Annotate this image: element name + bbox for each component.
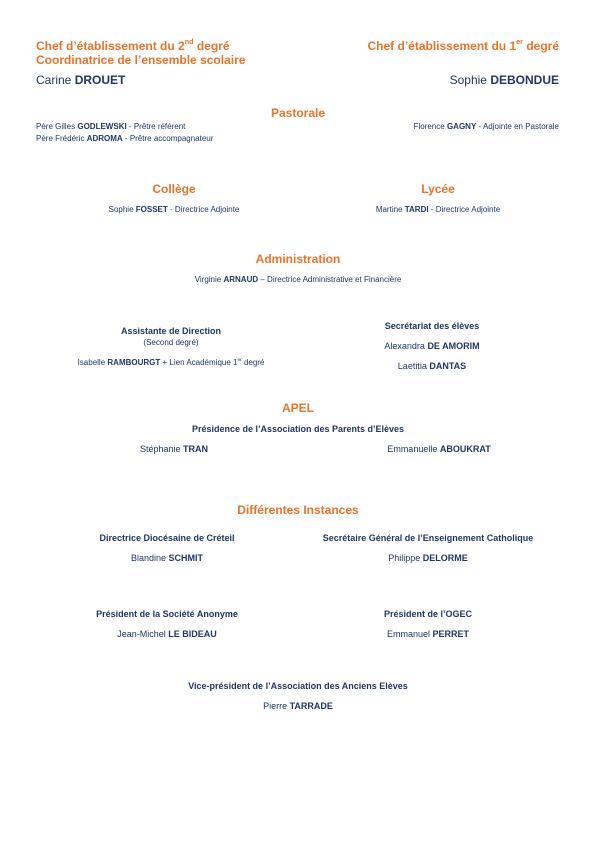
head-1er-degre-title	[367, 36, 559, 53]
first-name: Pierre	[263, 701, 288, 711]
first-name: Martine	[375, 205, 403, 214]
apel-person	[140, 444, 208, 454]
role: - Adjointe en Pastorale	[476, 122, 559, 131]
first-name: Virginie	[194, 275, 222, 284]
assistante-person	[78, 358, 265, 367]
last-name: GODLEWSKI	[77, 122, 127, 131]
assistante-subtitle: (Second degré)	[143, 338, 199, 347]
secretariat-person	[398, 361, 466, 371]
last-name: RAMBOURGT	[107, 358, 161, 367]
head-coordinatrice-title: Coordinatrice de l’ensemble scolaire	[36, 53, 246, 67]
role: degré	[241, 358, 265, 367]
instance-person	[131, 553, 203, 563]
last-name: DANTAS	[429, 361, 467, 371]
pastorale-person	[36, 122, 185, 131]
first-name: Père Gilles	[36, 122, 76, 131]
first-name: Laetitia	[397, 361, 427, 371]
title-text: degré	[193, 39, 230, 53]
instance-person	[117, 629, 217, 639]
instance-title: Secrétaire Général de l’Enseignement Catholique	[322, 533, 534, 543]
title-text: Chef d’établissement du 2	[36, 39, 185, 53]
assistante-title: Assistante de Direction	[120, 326, 222, 336]
first-name: Emmanuel	[386, 629, 430, 639]
last-name: FOSSET	[135, 205, 168, 214]
section-title-instances: Différentes Instances	[237, 503, 359, 517]
last-name: ABOUKRAT	[439, 444, 491, 454]
pastorale-person-right	[414, 122, 559, 131]
administration-person	[195, 275, 402, 284]
college-person	[109, 205, 240, 214]
last-name: DEBONDUE	[490, 73, 559, 87]
apel-subtitle: Présidence de l’Association des Parents d’Elèves	[191, 424, 405, 434]
pastorale-person	[36, 134, 213, 143]
secretariat-person	[384, 341, 479, 351]
secretariat-title: Secrétariat des élèves	[384, 321, 480, 331]
title-sup: er	[516, 36, 523, 46]
first-name: Stéphanie	[139, 444, 181, 454]
instance-person	[263, 701, 333, 711]
section-title-pastorale: Pastorale	[270, 106, 326, 120]
instance-title: Vice-président de l’Association des Anciens Elèves	[188, 681, 408, 691]
first-name: Florence	[413, 122, 445, 131]
first-name: Blandine	[130, 553, 167, 563]
title-text: degré	[522, 39, 559, 53]
last-name: LE BIDEAU	[168, 629, 217, 639]
instance-person	[388, 553, 468, 563]
first-name: Isabelle	[77, 358, 106, 367]
head-1er-degre-name	[450, 73, 559, 87]
last-name: ADROMA	[86, 134, 123, 143]
instance-title: Président de la Société Anonyme	[96, 609, 238, 619]
title-sup: nd	[184, 36, 194, 46]
instance-title: Président de l’OGEC	[383, 609, 473, 619]
head-2nd-degre-name	[36, 73, 125, 87]
last-name: TARDI	[404, 205, 429, 214]
head-2nd-degre-title	[36, 36, 230, 53]
role: - Prêtre accompagnateur	[122, 134, 214, 143]
lycee-person	[376, 205, 500, 214]
instance-title: Directrice Diocésaine de Créteil	[99, 533, 235, 543]
last-name: ARNAUD	[223, 275, 259, 284]
last-name: TRAN	[183, 444, 209, 454]
instance-person	[387, 629, 469, 639]
last-name: DELORME	[422, 553, 468, 563]
first-name: Jean-Michel	[117, 629, 166, 639]
role: - Directrice Adjointe	[428, 205, 501, 214]
last-name: TARRADE	[289, 701, 333, 711]
section-title-college: Collège	[152, 182, 196, 196]
section-title-administration: Administration	[255, 252, 341, 266]
role: - Directrice Adjointe	[167, 205, 240, 214]
role-sup: er	[237, 357, 242, 363]
first-name: Père Frédéric	[36, 134, 85, 143]
apel-person	[387, 444, 490, 454]
role: - Prêtre référent	[126, 122, 186, 131]
first-name: Sophie	[108, 205, 134, 214]
first-name: Alexandra	[384, 341, 425, 351]
last-name: GAGNY	[446, 122, 477, 131]
role: – Directrice Administrative et Financière	[258, 275, 402, 284]
first-name: Emmanuelle	[387, 444, 438, 454]
section-title-lycee: Lycée	[421, 182, 455, 196]
section-title-apel: APEL	[281, 401, 315, 415]
first-name: Philippe	[388, 553, 421, 563]
first-name: Carine	[36, 73, 72, 87]
title-text: Chef d’établissement du 1	[367, 39, 517, 53]
first-name: Sophie	[449, 73, 487, 87]
last-name: SCHMIT	[168, 553, 204, 563]
last-name: PERRET	[432, 629, 470, 639]
last-name: DROUET	[74, 73, 126, 87]
last-name: DE AMORIM	[427, 341, 480, 351]
role: + Lien Académique 1	[160, 358, 238, 367]
